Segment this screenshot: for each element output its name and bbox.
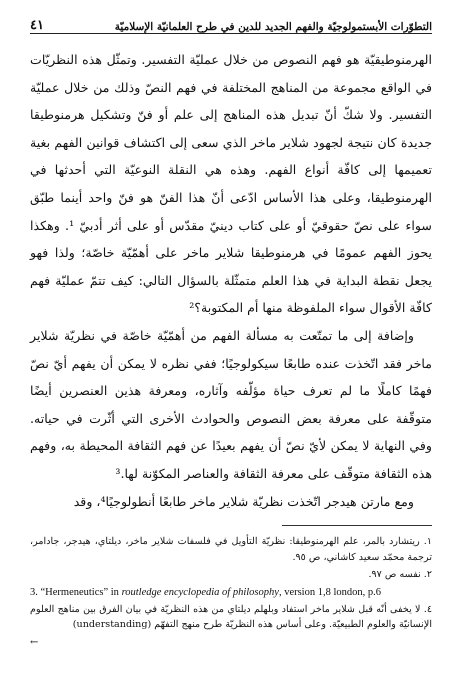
footnote-number: 3. (30, 586, 38, 598)
footnote-separator (282, 525, 432, 526)
footnote (30, 585, 432, 600)
footnotes (30, 534, 432, 650)
continue-arrow-icon: ← (30, 636, 39, 648)
footnote-tail: , version 1,8 london, p.6 (278, 586, 382, 598)
running-title: التطوّرات الأبستمولوجيّة والفهم الجديد للدين في طرح العلمانيّة الإسلاميّة (114, 21, 432, 33)
footnote-connector: in (108, 586, 122, 598)
running-header (30, 0, 432, 34)
footnote: ١. ريتشارد بالمر، علم الهرمنوطيقا: نظريّة التأويل في فلسفات شلاير ماخر، ديلتاي، هيدجر، جادامر، ترجمة محمّد سعيد كاشاني، ص ٩٥. (30, 536, 432, 563)
page-number: ٤١ (30, 18, 44, 33)
footnote: ٤. لا يخفى أنّه قبل شلاير ماخر استفاد وبلهلم ديلتاي من هذه النظريّة في بيان الفرق بين مناهج العلوم الإنسانيّة والعلوم الطبيعيّة. وعلى أساس هذه النظريّة طرح منهج التفهّم (understanding) (30, 603, 432, 631)
footnote-source-title: routledge encyclopedia of philosophy (121, 586, 279, 598)
paragraph: الهرمنوطيقيّة هو فهم النصوص من خلال عمليّة التفسير. وتمثّل هذه النظريّات في الواقع مجموعة من المناهج المختلفة في فهم النصّ وذلك من خلال عمليّة التفسير. ولا شكّ أنّ تبديل هذه المناهج إلى علم أو فنّ وتشكيل هرمنوطيقا جديدة كان نتيجة لجهود شلاير ماخر الذي سعى إلى اكتشاف قوانين الفهم بغية تعميمها إلى كافّة أنواع الفهم. وهذه هي النقلة النوعيّة التي أحدثها في الهرمنوطيقا، وعلى هذا الأساس ادّعى أنّ هذا الفنّ هو فنّ واحد أينما طبّق سواء على نصّ حقوقيّ أو على كتاب دينيّ مقدّس أو على أثر أدبيّ ¹. وهكذا يحوز الفهم عمومًا في هرمنوطيقا شلاير ماخر على أهمّيّة خاصّة؛ ولذا فهو يجعل نقطة البداية في هذا العلم متمثّلة بالسؤال التالي: كيف تتمّ عمليّة فهم كافّة الأقوال سواء الملفوظة منها أم المكتوبة؟² (30, 52, 432, 316)
footnote-quoted-title: “Hermeneutics” (40, 586, 109, 598)
paragraph: ومع مارتن هيدجر اتّخذت نظريّة شلاير ماخر طابعًا أنطولوجيًا⁴، وقد (73, 493, 414, 509)
body-text (30, 46, 432, 515)
paragraph: وإضافة إلى ما تمتّعت به مسألة الفهم من أهمّيّة خاصّة في نظريّة شلاير ماخر فقد اتّخذت عنده طابعًا سيكولوجيًا؛ ففي نظره لا يمكن أن يفهم أيّ نصّ فهمًا كاملًا ما لم تعرف حياة مؤلّفه وآثاره، ومعرفة هذين العنصرين أيضًا متوقّفة على معرفة بعض النصوص والحوادث الأخرى التي أثّرت في حياته. وفي النهاية لا يمكن لأيّ نصّ أن يفهم بعيدًا عن فهم الثقافة المحيطة به، وفهم هذه الثقافة متوقّف على معرفة الثقافة والعناصر المكوّنة لها.³ (30, 327, 433, 481)
footnote: ٢. نفسه ص ٩٧. (368, 569, 432, 581)
